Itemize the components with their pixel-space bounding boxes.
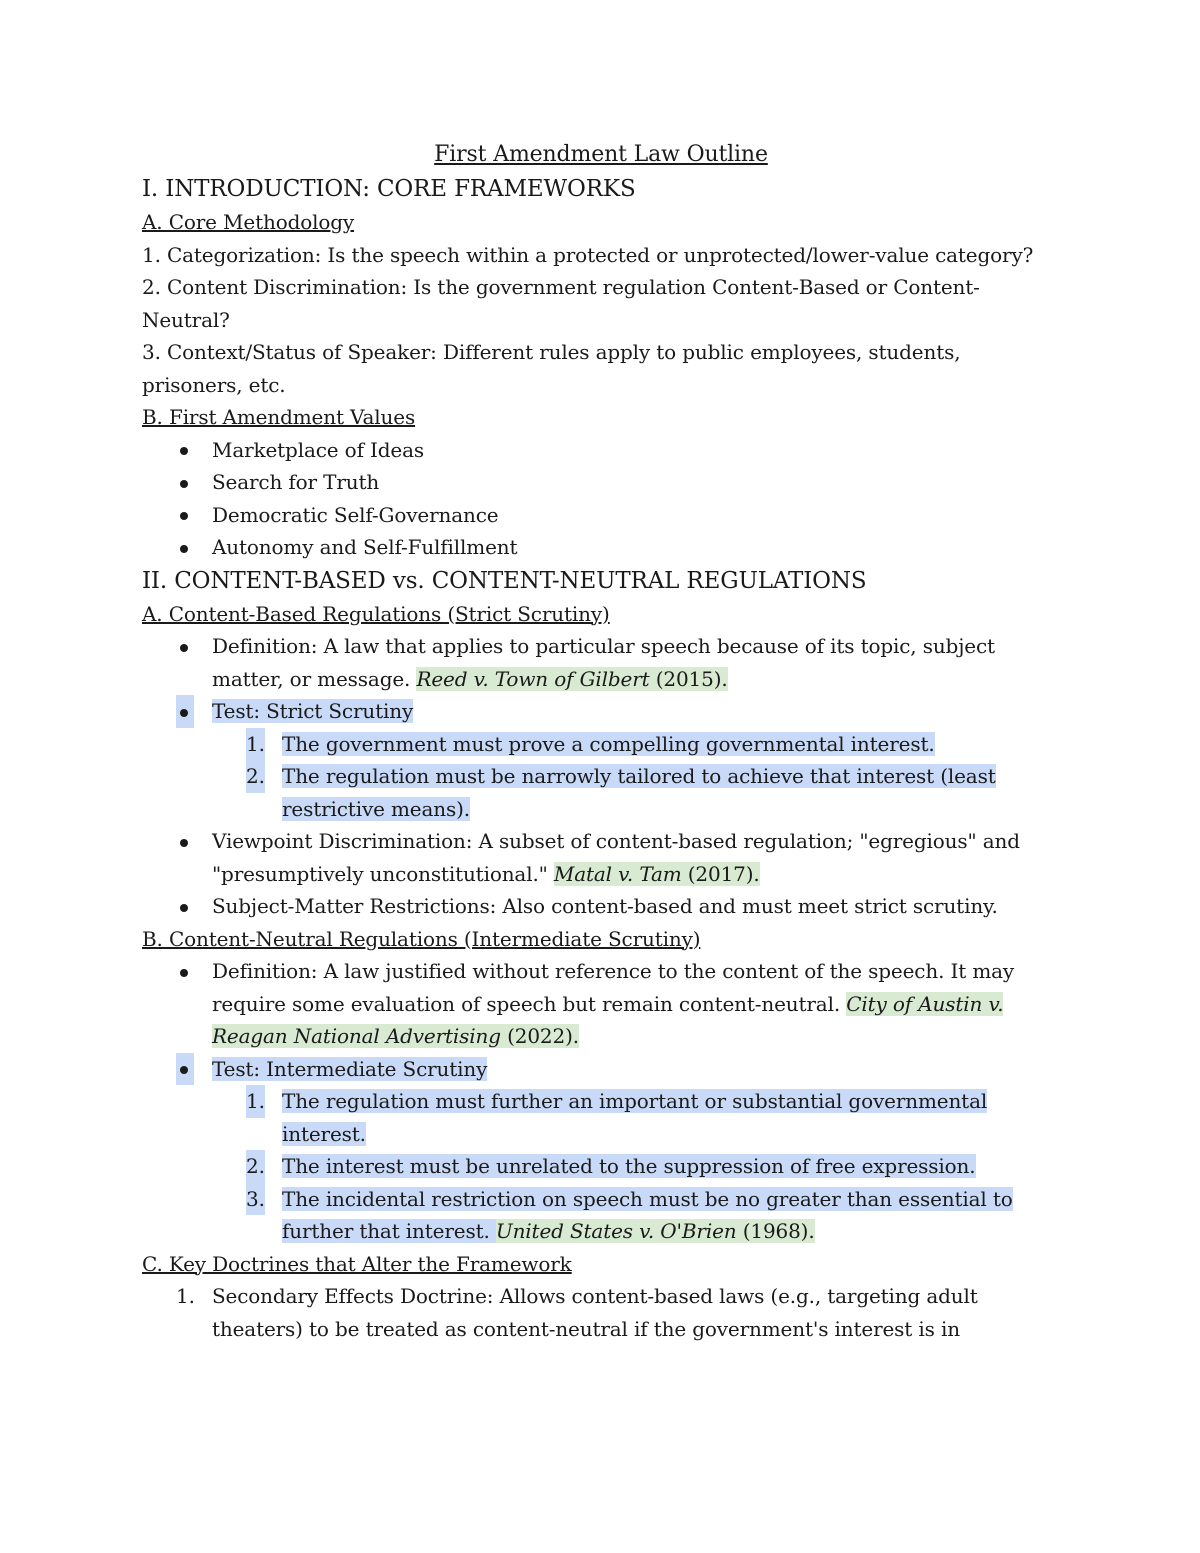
list-item-definition: Definition: A law that applies to particular speech because of its topic, subject matter, or message. Reed v. Town of Gilbert (2015).: [142, 630, 1060, 695]
bullet-icon: [176, 466, 188, 499]
list-item-viewpoint: Viewpoint Discrimination: A subset of content-based regulation; "egregious" and "presumptively unconstitutional." Matal v. Tam (2017).: [142, 825, 1060, 890]
case-citation: Reed v. Town of Gilbert (2015).: [416, 666, 728, 691]
bullet-icon: [176, 825, 188, 858]
methodology-item-2: 2. Content Discrimination: Is the government regulation Content-Based or Content-Neutral?: [142, 275, 980, 332]
bullet-icon: [176, 499, 188, 532]
bullet-icon: [176, 955, 188, 988]
intermediate-scrutiny-steps: [142, 1085, 1060, 1248]
content-based-list: [142, 630, 1060, 923]
list-item-test: Test: Strict Scrutiny 1. The government must prove a compelling governmental interest. 2. The regulation must be narrowly tailored to achieve that interest (least restrictive means).: [142, 695, 1060, 825]
case-citation: United States v. O'Brien (1968).: [495, 1219, 815, 1243]
subsection-1a-heading: A. Core Methodology: [142, 210, 355, 234]
case-citation: City of Austin v. Reagan National Advertising (2022).: [212, 991, 1004, 1048]
methodology-item-1: 1. Categorization: Is the speech within a protected or unprotected/lower-value category?: [142, 242, 1034, 267]
subsection-2a-heading: A. Content-Based Regulations (Strict Scrutiny): [142, 601, 610, 626]
list-item: 3. The incidental restriction on speech must be no greater than essential to further that interest. United States v. O'Brien (1968).: [142, 1183, 1060, 1248]
list-item: Search for Truth: [142, 466, 1060, 499]
list-item-definition: Definition: A law justified without reference to the content of the speech. It may require some evaluation of speech but remain content-neutral. City of Austin v. Reagan National Advertising (2022).: [142, 955, 1060, 1053]
list-item-subject-matter: Subject-Matter Restrictions: Also content-based and must meet strict scrutiny.: [142, 890, 1060, 923]
subsection-2c-heading: C. Key Doctrines that Alter the Framework: [142, 1251, 572, 1276]
bullet-icon: [176, 630, 188, 663]
key-doctrines-list: [142, 1280, 1060, 1345]
bullet-icon: [176, 1053, 194, 1086]
case-citation: Matal v. Tam (2017).: [553, 861, 760, 886]
section-1-heading: I. INTRODUCTION: CORE FRAMEWORKS: [142, 176, 636, 202]
list-item: 1. Secondary Effects Doctrine: Allows content-based laws (e.g., targeting adult theaters) to be treated as content-neutral if the government's interest is in: [176, 1284, 978, 1341]
list-item: 2. The interest must be unrelated to the suppression of free expression.: [142, 1150, 1060, 1183]
list-item: Democratic Self-Governance: [142, 499, 1060, 532]
section-2-heading: II. CONTENT-BASED vs. CONTENT-NEUTRAL REGULATIONS: [142, 567, 867, 594]
methodology-item-3: 3. Context/Status of Speaker: Different rules apply to public employees, students, prisoners, etc.: [142, 340, 961, 397]
content-neutral-list: [142, 955, 1060, 1248]
list-item: Autonomy and Self-Fulfillment: [142, 531, 1060, 564]
list-item: 2. The regulation must be narrowly tailored to achieve that interest (least restrictive means).: [142, 760, 1060, 825]
bullet-icon: [176, 890, 188, 923]
document-title: First Amendment Law Outline: [434, 142, 768, 167]
subsection-1b-heading: B. First Amendment Values: [142, 405, 416, 429]
bullet-icon: [176, 695, 194, 728]
bullet-icon: [176, 531, 188, 564]
list-item: Marketplace of Ideas: [142, 434, 1060, 467]
values-list: [142, 434, 1060, 564]
strict-scrutiny-steps: [142, 728, 1060, 826]
list-item: 1. The government must prove a compelling governmental interest.: [142, 728, 1060, 761]
bullet-icon: [176, 434, 188, 467]
list-item-test: Test: Intermediate Scrutiny 1. The regulation must further an important or substantial governmental interest. 2. The interest must be unrelated to the suppression of free expression. 3. The incidental restriction on speech must be no greater than essential to further that interest. United States v. O'Brien (1968).: [142, 1053, 1060, 1248]
list-item: 1. The regulation must further an important or substantial governmental interest.: [142, 1085, 1060, 1150]
subsection-2b-heading: B. Content-Neutral Regulations (Intermediate Scrutiny): [142, 926, 701, 951]
